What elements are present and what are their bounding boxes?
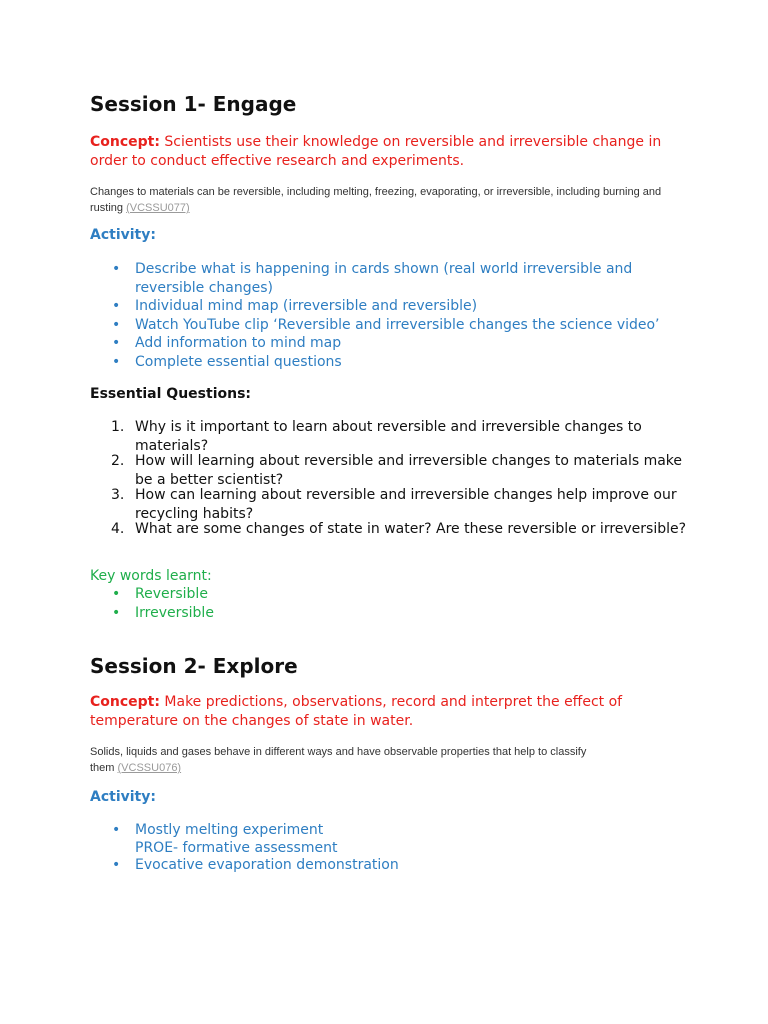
list-item: 4. What are some changes of state in water? Are these reversible or irreversible? bbox=[111, 521, 687, 537]
list-item: 2. How will learning about reversible and irreversible changes to materials make be a better scientist? bbox=[111, 453, 683, 488]
session-1-activity-list bbox=[90, 260, 690, 371]
key-words-list bbox=[90, 585, 690, 622]
bullet-marker: • bbox=[112, 604, 121, 621]
number-marker: 3. bbox=[111, 487, 125, 503]
session-2-title: Session 2- Explore bbox=[90, 654, 298, 678]
list-item: • Watch YouTube clip ‘Reversible and irreversible changes the science video’ bbox=[112, 316, 660, 333]
concept-text: Make predictions, observations, record and interpret the effect of temperature on the changes of state in water. bbox=[90, 694, 623, 729]
bullet-marker: • bbox=[112, 261, 121, 277]
session-2-activity-list bbox=[90, 822, 690, 875]
list-item: • Mostly melting experiment PROE- formative assessment bbox=[112, 822, 338, 856]
list-item: • Irreversible bbox=[112, 604, 214, 621]
bullet-marker: • bbox=[112, 298, 121, 314]
bullet-marker: • bbox=[112, 353, 121, 370]
session-1-curriculum bbox=[90, 184, 690, 216]
concept-text: Scientists use their knowledge on reversible and irreversible change in order to conduct effective research and experiments. bbox=[90, 134, 662, 169]
bullet-marker: • bbox=[112, 822, 121, 838]
session-2-activity-heading: Activity: bbox=[90, 789, 156, 805]
number-marker: 2. bbox=[111, 453, 125, 469]
session-1-concept bbox=[90, 133, 690, 171]
number-marker: 4. bbox=[111, 521, 125, 537]
list-item: • Add information to mind map bbox=[112, 335, 342, 351]
list-item: 3. How can learning about reversible and irreversible changes help improve our recycling habits? bbox=[111, 487, 677, 522]
session-1-activity-heading: Activity: bbox=[90, 227, 156, 243]
bullet-marker: • bbox=[112, 316, 121, 333]
session-2-concept bbox=[90, 693, 690, 731]
curriculum-text: Changes to materials can be reversible, including melting, freezing, evaporating, or irreversible, including burning and rusting bbox=[90, 186, 662, 214]
curriculum-text: Solids, liquids and gases behave in different ways and have observable properties that help to classify them bbox=[90, 746, 587, 774]
essential-questions-heading: Essential Questions: bbox=[90, 386, 252, 402]
list-item: • Describe what is happening in cards shown (real world irreversible and reversible changes) bbox=[112, 261, 633, 296]
session-2-curriculum bbox=[90, 744, 610, 776]
list-item: 1. Why is it important to learn about reversible and irreversible changes to materials? bbox=[111, 419, 642, 454]
session-1-title: Session 1- Engage bbox=[90, 92, 297, 116]
list-item: • Individual mind map (irreversible and reversible) bbox=[112, 298, 478, 314]
list-item: • Evocative evaporation demonstration bbox=[112, 857, 399, 873]
concept-label: Concept: bbox=[90, 134, 160, 150]
number-marker: 1. bbox=[111, 419, 125, 435]
key-words-heading: Key words learnt: bbox=[90, 568, 212, 584]
curriculum-code-link[interactable]: (VCSSU076) bbox=[117, 762, 182, 774]
curriculum-code-link[interactable]: (VCSSU077) bbox=[126, 202, 190, 214]
list-item: • Reversible bbox=[112, 586, 208, 602]
concept-label: Concept: bbox=[90, 694, 160, 710]
bullet-marker: • bbox=[112, 335, 121, 351]
bullet-marker: • bbox=[112, 586, 121, 602]
bullet-marker: • bbox=[112, 857, 121, 873]
list-item: • Complete essential questions bbox=[112, 353, 342, 370]
essential-questions-list bbox=[90, 418, 690, 539]
